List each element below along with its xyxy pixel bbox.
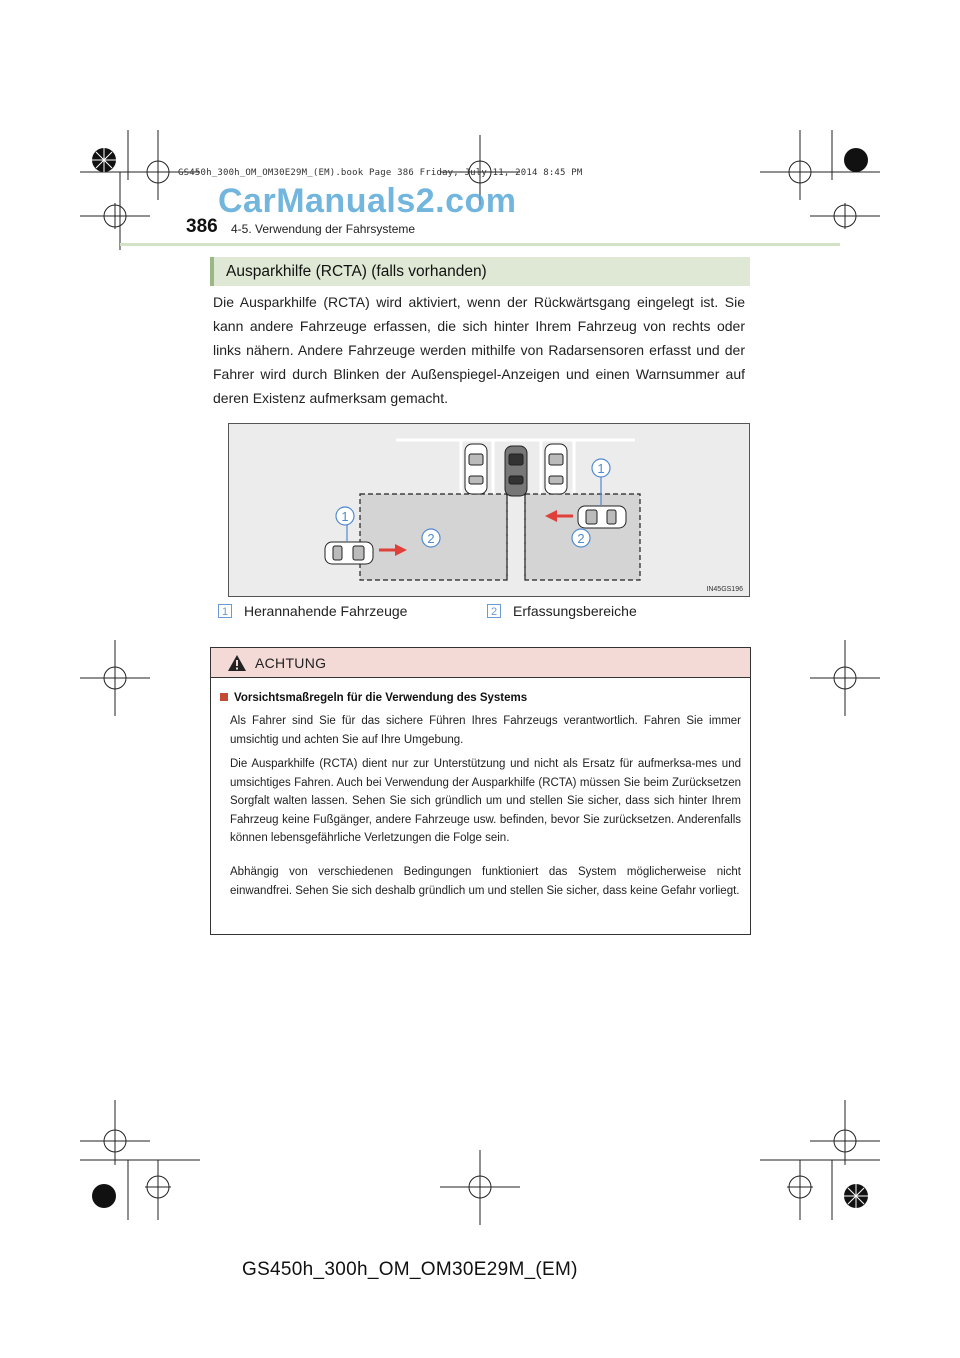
own-car: [505, 446, 527, 496]
warning-title: ACHTUNG: [255, 655, 327, 671]
svg-text:1: 1: [597, 461, 605, 476]
approaching-car-right: [578, 506, 626, 528]
legend-number: 1: [218, 604, 232, 618]
svg-text:1: 1: [341, 509, 349, 524]
page-number: 386: [186, 216, 218, 237]
watermark-logo: CarManuals2.com: [218, 182, 517, 220]
warning-paragraph: Als Fahrer sind Sie für das sichere Führen Ihres Fahrzeugs verantwortlich. Fahren Sie immer umsichtig und achten Sie auf Ihre Umgebung.: [230, 715, 741, 746]
warning-header: [211, 648, 750, 678]
warning-triangle-icon: [227, 654, 247, 672]
legend-label: Herannahende Fahrzeuge: [244, 603, 408, 619]
footer-book-code: GS450h_300h_OM_OM30E29M_(EM): [242, 1259, 578, 1280]
callout-2-left: [422, 529, 440, 547]
approaching-car-left: [325, 542, 373, 564]
book-file-info: GS450h_300h_OM_OM30E29M_(EM).book Page 386 Friday, July 11, 2014 8:45 PM: [178, 168, 583, 178]
warning-box: [210, 647, 751, 935]
chapter-title: 4-5. Verwendung der Fahrsysteme: [231, 222, 416, 236]
bullet-square-icon: [220, 693, 228, 701]
warning-bullet-title: [220, 692, 527, 704]
legend-number: 2: [487, 604, 501, 618]
warning-paragraph: Die Ausparkhilfe (RCTA) dient nur zur Unterstützung und nicht als Ersatz für aufmerksa-mes und umsichtiges Fahren. Auch bei Verwendung der Ausparkhilfe (RCTA) müssen Sie beim Zurücksetzen Sorgfalt walten lassen. Sehen Sie sich gründlich um und stellen Sie sicher, dass sich hinter Ihrem Fahrzeug keine Fußgänger, andere Fahrzeuge usw. befinden, bevor Sie zurücksetzen. Anderenfalls können lebensgefährliche Verletzungen die Folge sein.: [230, 758, 741, 844]
chapter-rule: [120, 243, 840, 246]
legend-label: Erfassungsbereiche: [513, 603, 637, 619]
legend-item-2: [487, 603, 637, 619]
figure-code: IN45GS196: [706, 586, 743, 593]
parked-car: [545, 444, 567, 494]
warning-bullet-text: Vorsichtsmaßregeln für die Verwendung des Systems: [234, 692, 528, 704]
intro-paragraph: Die Ausparkhilfe (RCTA) wird aktiviert, wenn der Rückwärtsgang eingelegt ist. Sie kann andere Fahrzeuge erfassen, die sich hinter Ihrem Fahrzeug von rechts oder links nähern. Andere Fahrzeuge werden mithilfe von Radarsensoren erfasst und der Fahrer wird durch Blinken der Außenspiegel-Anzeigen und einen Warnsummer auf deren Existenz aufmerksam gemacht.: [213, 294, 745, 406]
callout-1-left: [336, 507, 354, 525]
svg-text:2: 2: [427, 531, 435, 546]
parking-diagram: [229, 424, 749, 596]
warning-paragraph: Abhängig von verschiedenen Bedingungen funktioniert das System möglicherweise nicht einwandfrei. Sehen Sie sich deshalb gründlich um und stellen Sie sicher, dass keine Gefahr vorliegt.: [230, 866, 741, 897]
rcta-illustration: [228, 423, 750, 597]
parked-car: [465, 444, 487, 494]
callout-1-right: [592, 459, 610, 477]
callout-2-right: [572, 529, 590, 547]
svg-text:2: 2: [577, 531, 585, 546]
legend-item-1: [218, 603, 407, 619]
section-title: Ausparkhilfe (RCTA) (falls vorhanden): [210, 257, 750, 286]
